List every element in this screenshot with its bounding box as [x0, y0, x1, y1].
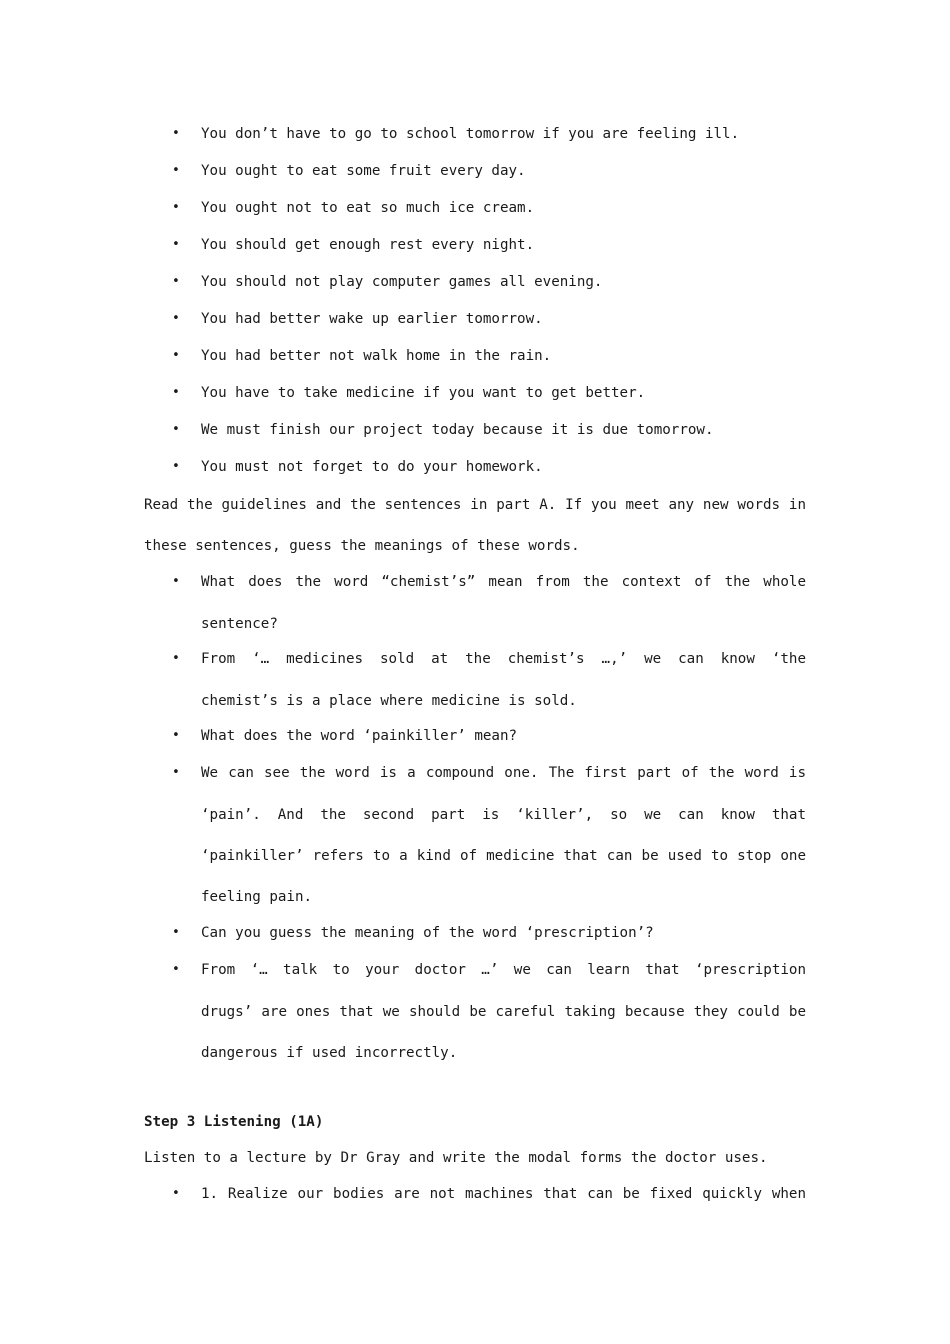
list-item-text: We can see the word is a compound one. The first part of the word is [201, 765, 806, 781]
bullet-icon: • [172, 422, 180, 437]
list-item-text: sentence? [201, 616, 278, 632]
paragraph-line: these sentences, guess the meanings of these words. [144, 538, 580, 554]
bullet-icon: • [172, 385, 180, 400]
list-item-text: You ought not to eat so much ice cream. [201, 200, 535, 216]
list-item-text: What does the word ‘painkiller’ mean? [201, 728, 518, 744]
paragraph-line: Read the guidelines and the sentences in part A. If you meet any new words in [144, 497, 806, 513]
list-item-text: You ought to eat some fruit every day. [201, 163, 526, 179]
list-item-text: ‘painkiller’ refers to a kind of medicine that can be used to stop one [201, 848, 806, 864]
list-item-text: From ‘… medicines sold at the chemist’s …,’ we can know ‘the [201, 651, 806, 667]
list-item-text: We must finish our project today because it is due tomorrow. [201, 422, 714, 438]
bullet-icon: • [172, 163, 180, 178]
list-item-text: 1. Realize our bodies are not machines that can be fixed quickly when [201, 1186, 806, 1202]
list-item-text: drugs’ are ones that we should be careful taking because they could be [201, 1004, 806, 1020]
bullet-icon: • [172, 1186, 180, 1201]
list-item-text: You have to take medicine if you want to get better. [201, 385, 646, 401]
bullet-icon: • [172, 765, 180, 780]
list-item-text: ‘pain’. And the second part is ‘killer’, so we can know that [201, 807, 806, 823]
list-item-text: You don’t have to go to school tomorrow if you are feeling ill. [201, 126, 740, 142]
bullet-icon: • [172, 728, 180, 743]
list-item-text: feeling pain. [201, 889, 313, 905]
list-item-text: chemist’s is a place where medicine is sold. [201, 693, 577, 709]
list-item-text: You should not play computer games all evening. [201, 274, 603, 290]
bullet-icon: • [172, 274, 180, 289]
bullet-icon: • [172, 459, 180, 474]
bullet-icon: • [172, 962, 180, 977]
list-item-text: You must not forget to do your homework. [201, 459, 543, 475]
bullet-icon: • [172, 200, 180, 215]
bullet-icon: • [172, 348, 180, 363]
list-item-text: You had better not walk home in the rain. [201, 348, 552, 364]
bullet-icon: • [172, 651, 180, 666]
list-item-text: What does the word “chemist’s” mean from the context of the whole [201, 574, 806, 590]
list-item-text: You had better wake up earlier tomorrow. [201, 311, 543, 327]
section-instruction: Listen to a lecture by Dr Gray and write the modal forms the doctor uses. [144, 1150, 768, 1166]
bullet-icon: • [172, 126, 180, 141]
list-item-text: You should get enough rest every night. [201, 237, 535, 253]
section-heading: Step 3 Listening (1A) [144, 1114, 324, 1130]
list-item-text: dangerous if used incorrectly. [201, 1045, 458, 1061]
list-item-text: Can you guess the meaning of the word ‘prescription’? [201, 925, 654, 941]
bullet-icon: • [172, 574, 180, 589]
bullet-icon: • [172, 237, 180, 252]
bullet-icon: • [172, 311, 180, 326]
list-item-text: From ‘… talk to your doctor …’ we can learn that ‘prescription [201, 962, 806, 978]
bullet-icon: • [172, 925, 180, 940]
